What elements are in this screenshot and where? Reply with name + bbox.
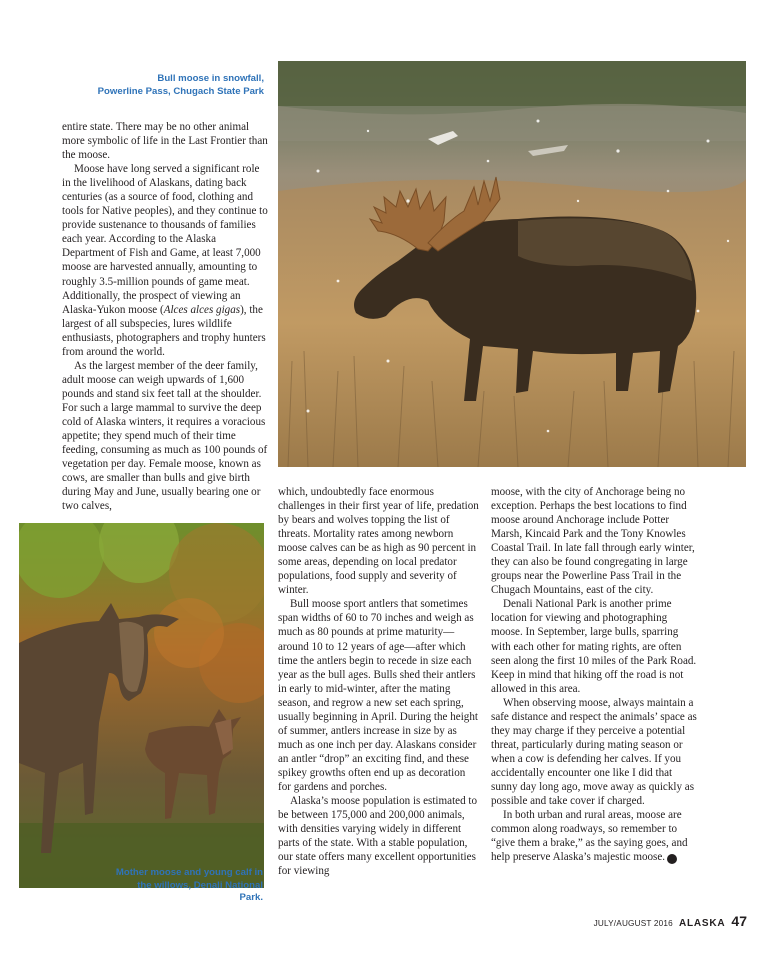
text-run: ), the largest of all subspecies, lures wildlife enthusiasts, photographers and trophy hunters from around the world. [62,303,266,358]
issue-date: JULY/AUGUST 2016 [593,919,673,928]
bull-moose-illustration [278,61,746,467]
article-column-2 [278,485,480,878]
paragraph [62,162,268,359]
magazine-name: ALASKA [678,918,726,929]
paragraph: Bull moose sport antlers that sometimes span widths of 60 to 70 inches and weigh as much as 80 pounds at prime maturity—around 10 to 12 years of age—after which time the antlers begin to recede in size each year as the bull ages. Bulls shed their antlers in early to mid-winter, after the mating season, and regrow a new set each spring, usually beginning in April. During the height of summer, antlers increase in size by as much as one inch per day. Alaskans consider an antler “drop” an exciting find, and these spikey growths often end up as decoration for gardens and porches. [278,598,478,793]
caption-line: Powerline Pass, Chugach State Park [97,85,264,97]
species-name: Alces alces gigas [163,303,241,316]
bull-moose-photo [278,61,746,467]
caption-line: the willows, Denali National Park. [137,879,263,903]
paragraph: moose, with the city of Anchorage being no exception. Perhaps the best locations to find moose around Anchorage include Potter Marsh, Kincaid Park and the Tony Knowles Coastal Trail. In late fall through early winter, they can also be found congregating in large groups near the Powerline Pass Trail in the Chugach Mountains, east of the city. [491,486,695,597]
page-folio [594,913,747,929]
mother-moose-illustration [19,523,264,888]
mother-moose-calf-photo [19,523,264,888]
paragraph: When observing moose, always maintain a safe distance and respect the animals’ space as they may charge if they perceive a potential threat, particularly during mating season or when a cow is defending her calves. If you accidentally encounter one like I did that sunny day long ago, move away as quickly as possible and take cover if charged. [491,696,697,808]
photo-caption-mother-moose [112,867,263,905]
paragraph: Denali National Park is another prime location for viewing and photographing moose. In September, large bulls, sparring with each other for mating rights, are often seen along the first 10 miles of the Park Road. Keep in mind that hiking off the road is not allowed in this area. [491,598,697,695]
paragraph: which, undoubtedly face enormous challenges in their first year of life, predation by bears and wolves topping the list of threats. Mortality rates among newborn moose calves can be as high as 90 percent in some areas, depending on local predator populations, food supply and severity of winter. [278,486,479,597]
caption-line: Mother moose and young calf in [115,867,263,878]
text-run: Moose have long served a significant role in the livelihood of Alaskans, dating back centuries (as a source of food, clothing and tools for Native peoples), and they continue to provide sustenance to thousands of families each year. According to the Alaska Department of Fish and Game, at least 7,000 moose are harvested annually, amounting to roughly 3.5-million pounds of game meat. Additionally, the prospect of viewing an Alaska-Yukon moose ( [62,163,268,316]
paragraph [491,808,699,864]
photo-caption-bull-moose [88,73,264,98]
article-column-3 [491,485,699,864]
text-run: In both urban and rural areas, moose are common along roadways, so remember to “give them a brake,” as the saying goes, and help preserve Alaska’s majestic moose. [491,809,688,864]
paragraph: entire state. There may be no other animal more symbolic of life in the Last Frontier than the moose. [62,121,268,162]
paragraph: As the largest member of the deer family, adult moose can weigh upwards of 1,600 pounds and stand six feet tall at the shoulder. For such a large mammal to survive the deep cold of Alaska winters, it requires a voracious appetite; they spend much of their time feeding, consuming as much as 100 pounds of vegetation per day. Female moose, known as cows, are smaller than bulls and give birth during May and June, usually bearing one or two calves, [62,359,268,513]
page-number: 47 [731,913,747,929]
article-column-1-top [62,120,268,513]
paragraph: Alaska’s moose population is estimated to be between 175,000 and 200,000 animals, with densities varying widely in different parts of the state. With a stable population, our state offers many excellent opportunities for viewing [278,795,478,878]
caption-line: Bull moose in snowfall, [157,73,264,84]
end-mark-icon: A [667,854,677,864]
